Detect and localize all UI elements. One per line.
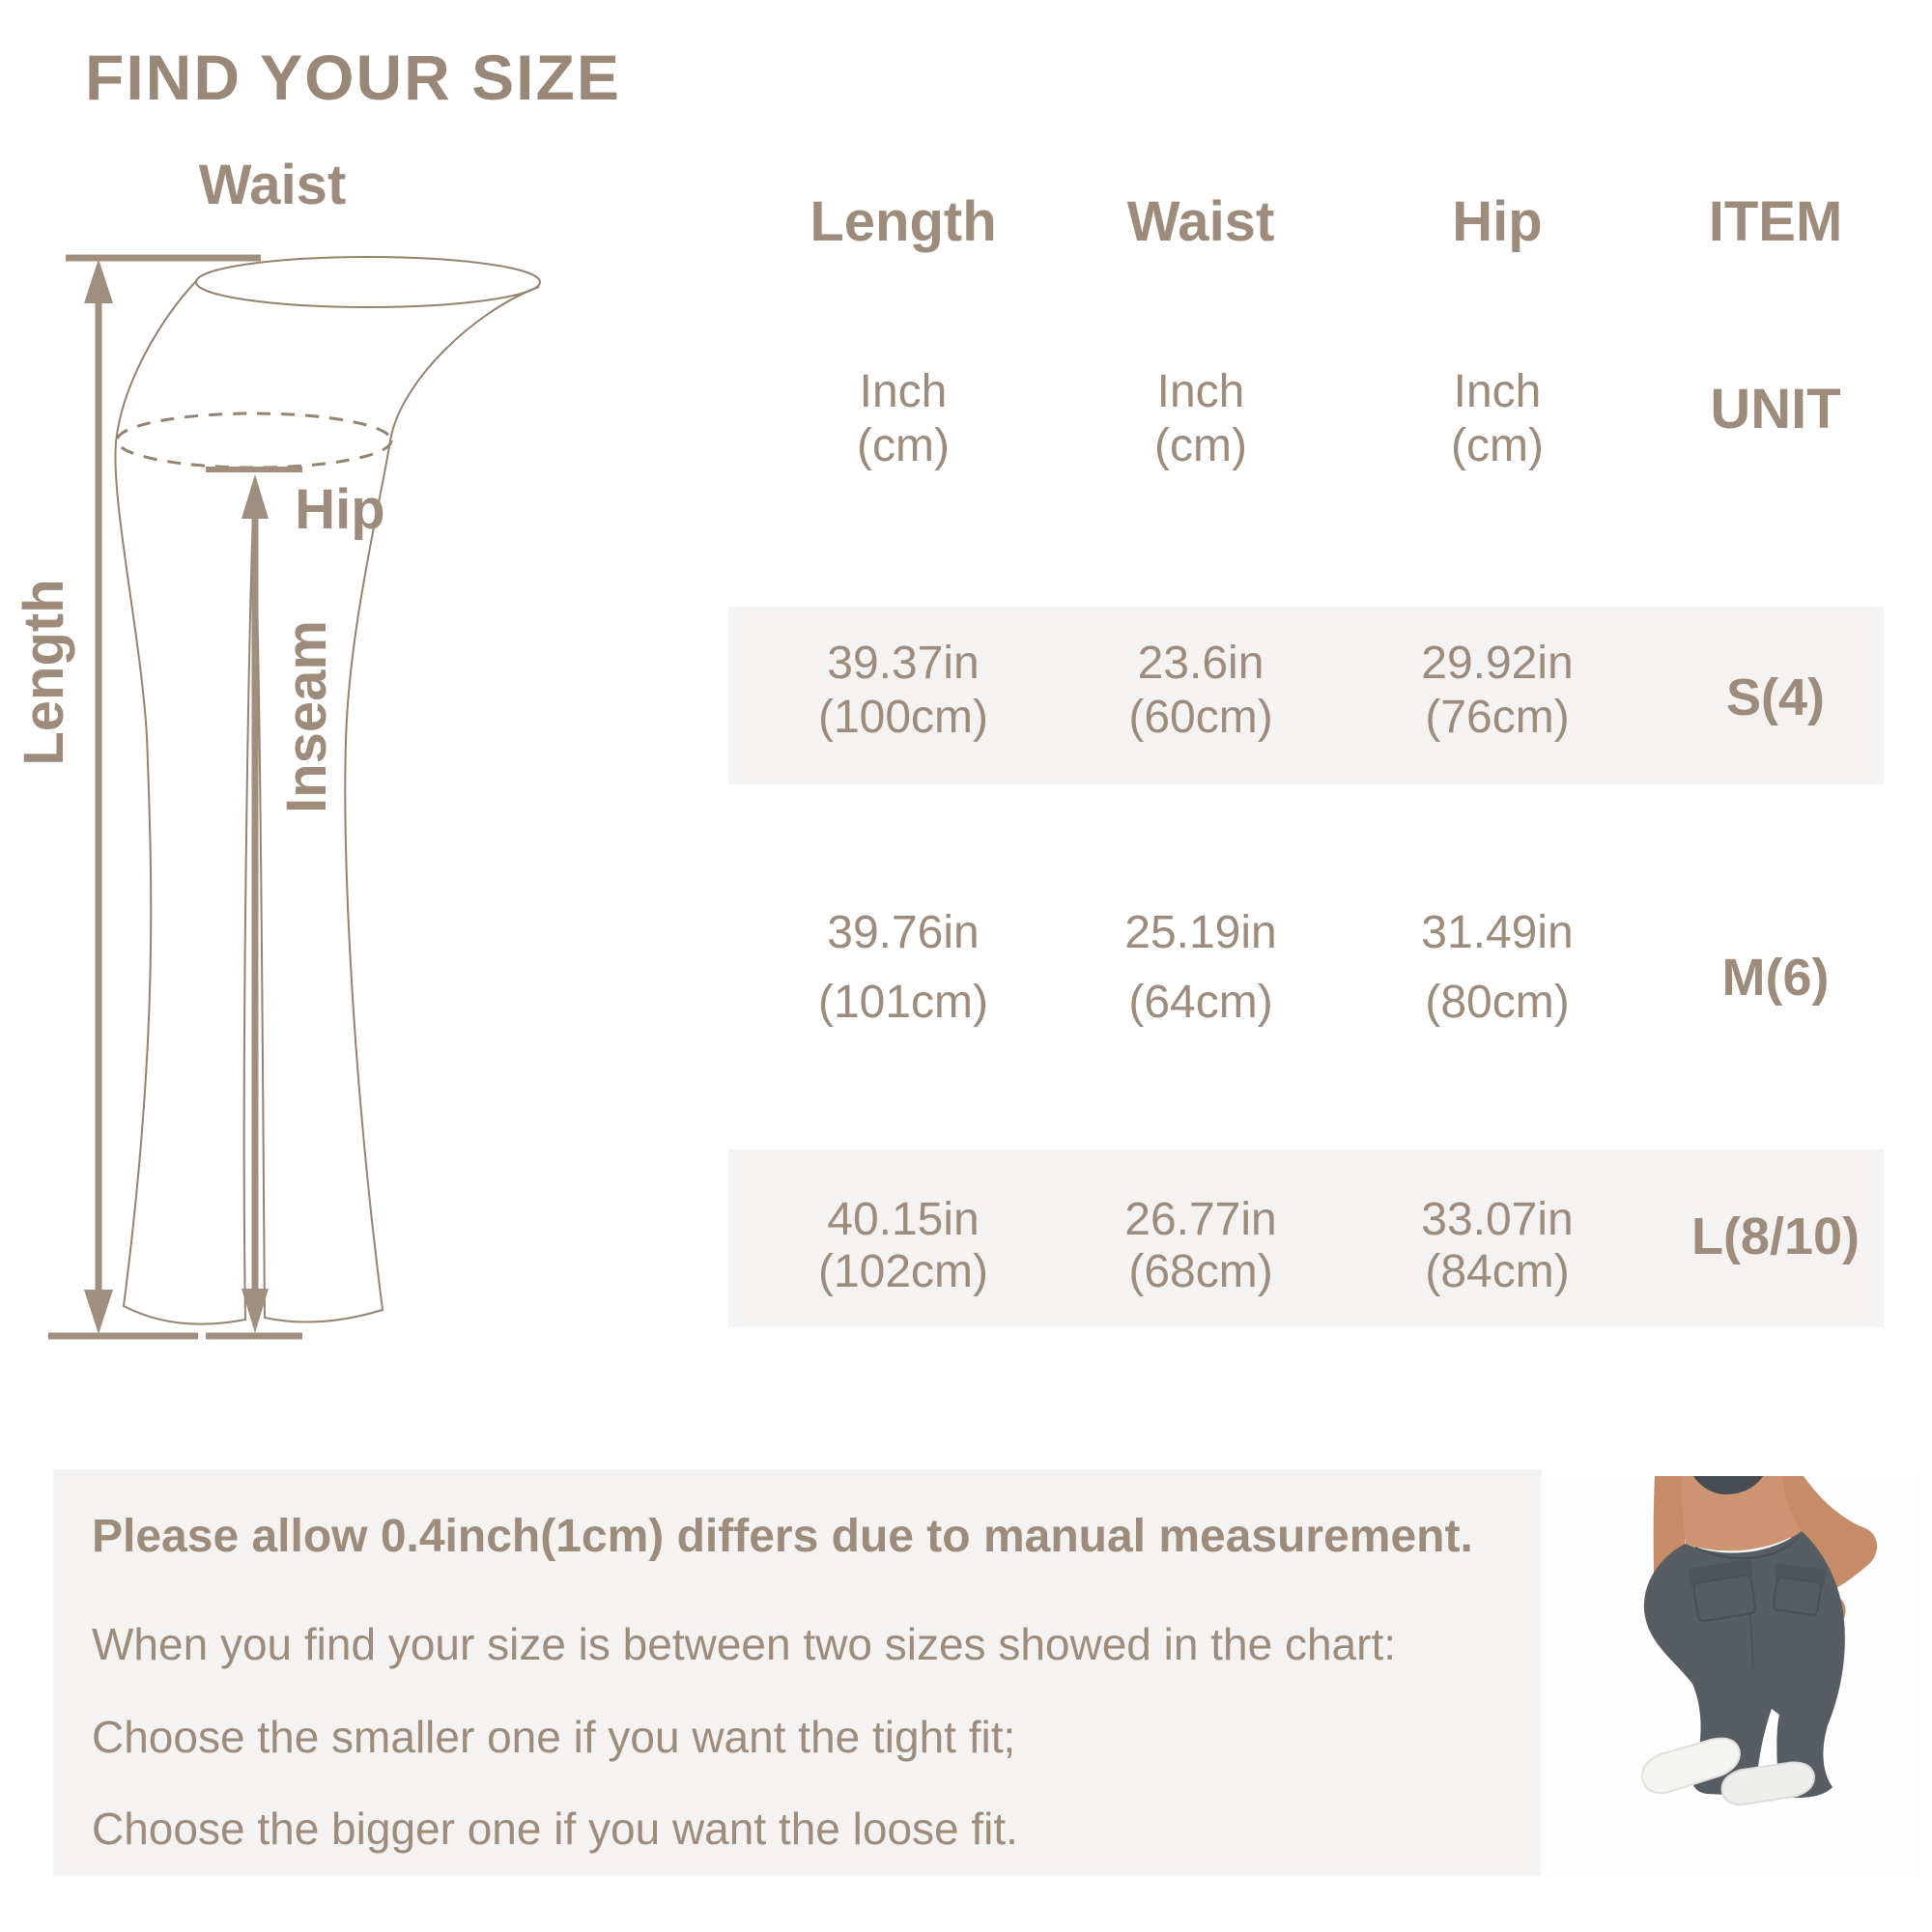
unit-hip-cm: (cm) <box>1451 420 1544 471</box>
note-line-3: Choose the smaller one if you want the tight fit; <box>92 1712 1016 1762</box>
hip-diagram-label: Hip <box>295 478 385 541</box>
pants-measurement-diagram <box>0 174 676 1401</box>
l-hip-in: 33.07in <box>1421 1194 1574 1245</box>
unit-length-cm: (cm) <box>857 420 950 471</box>
m-length-cm: (101cm) <box>817 977 989 1028</box>
l-length-in: 40.15in <box>827 1194 980 1245</box>
note-line-2: When you find your size is between two sizes showed in the chart: <box>92 1619 1397 1669</box>
s-waist-cm: (60cm) <box>1128 692 1273 743</box>
inseam-diagram-label: Inseam <box>275 620 338 813</box>
m-length-in: 39.76in <box>827 907 980 958</box>
m-size-label: M(6) <box>1721 949 1830 1007</box>
note-line-4: Choose the bigger one if you want the loose fit. <box>92 1804 1018 1854</box>
l-size-label: L(8/10) <box>1690 1208 1861 1265</box>
page-title: FIND YOUR SIZE <box>85 42 621 113</box>
unit-waist-inch: Inch <box>1156 366 1245 417</box>
s-size-label: S(4) <box>1725 668 1825 726</box>
m-waist-cm: (64cm) <box>1128 977 1273 1028</box>
s-waist-in: 23.6in <box>1137 638 1264 689</box>
header-item: ITEM <box>1708 190 1843 253</box>
header-hip: Hip <box>1452 190 1543 253</box>
m-waist-in: 25.19in <box>1124 907 1277 958</box>
product-photo <box>1541 1476 1922 1879</box>
unit-length-inch: Inch <box>859 366 948 417</box>
m-hip-in: 31.49in <box>1421 907 1574 958</box>
s-length-cm: (100cm) <box>817 692 989 743</box>
s-hip-in: 29.92in <box>1421 638 1574 689</box>
header-waist: Waist <box>1126 190 1275 253</box>
unit-item-label: UNIT <box>1710 378 1841 440</box>
s-hip-cm: (76cm) <box>1425 692 1570 743</box>
l-hip-cm: (84cm) <box>1425 1246 1570 1297</box>
note-line-1: Please allow 0.4inch(1cm) differs due to manual measurement. <box>92 1511 1473 1562</box>
l-waist-in: 26.77in <box>1124 1194 1277 1245</box>
header-length: Length <box>810 190 997 253</box>
m-hip-cm: (80cm) <box>1425 977 1570 1028</box>
model-photo-illustration <box>1541 1476 1922 1879</box>
measurement-notes-box <box>53 1469 1542 1876</box>
unit-hip-inch: Inch <box>1453 366 1542 417</box>
l-length-cm: (102cm) <box>817 1246 989 1297</box>
hip-dashed-ellipse <box>117 413 391 468</box>
length-diagram-label: Length <box>13 579 75 766</box>
s-length-in: 39.37in <box>827 638 980 689</box>
unit-waist-cm: (cm) <box>1154 420 1247 471</box>
waist-diagram-label: Waist <box>198 154 347 216</box>
l-waist-cm: (68cm) <box>1128 1246 1273 1297</box>
